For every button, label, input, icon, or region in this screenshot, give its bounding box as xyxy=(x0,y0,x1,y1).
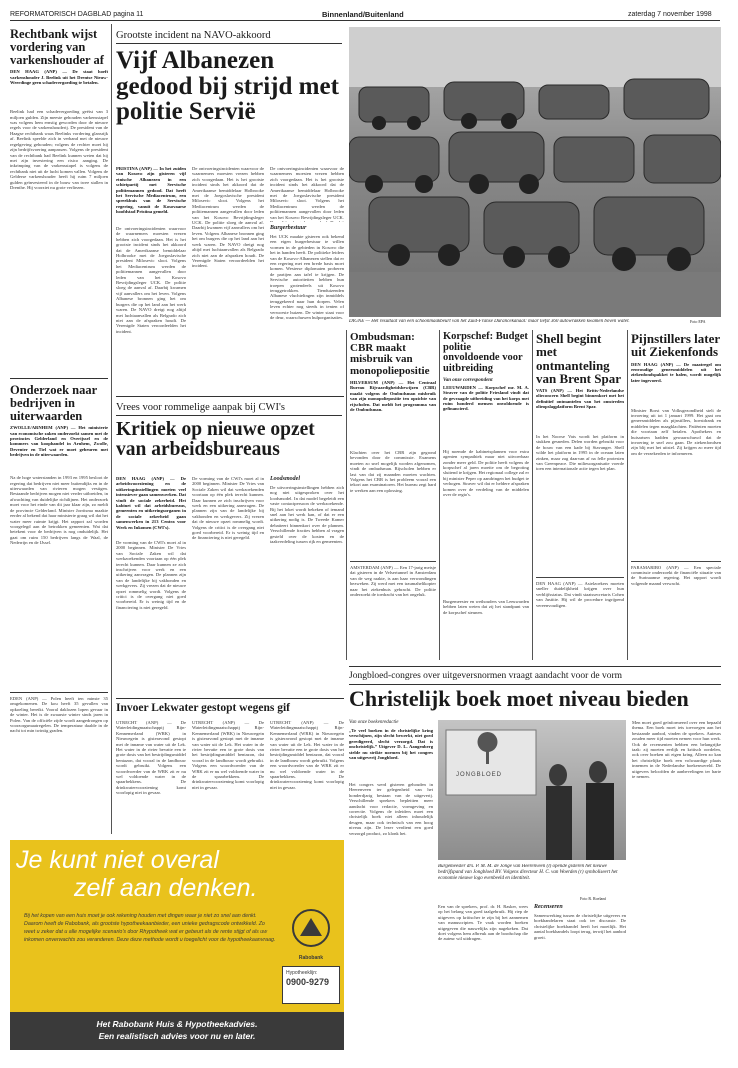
divider xyxy=(349,666,721,667)
jongbloed-body1: Het congres werd gisteren gehouden in Heerenveen ter gelegenheid van het honderdjarig bestaan van de uitgeverij. Verschillende sprekers bepleitten meer aandacht voor redactie, vormgeving en correctie. Volgens de inleiders moet een christelijk boek niet alleen inhoudelijk deugen, maar ook technisch van een hoog niveau zijn. De lezer verdient een goed verzorgd product, zo klonk het. xyxy=(349,782,433,836)
header-date: zaterdag 7 november 1998 xyxy=(628,11,712,18)
jongbloed-sign: JONGBLOED xyxy=(456,772,503,778)
ad-footer-line2: Een realistisch advies voor nu en later. xyxy=(98,1031,256,1041)
jongbloed-subhead: Recenseren xyxy=(534,904,563,910)
brief: Burgemeester en wethouders van Leeuwarden hebben laten weten dat zij het standpunt van de korpschef steunen. xyxy=(443,598,529,615)
lekwater-body: UTRECHT (ANP) — De Waterleidingmaatschappij Rijn-Kennemerland (WRK) in Nieuwegein is gisteravond gestopt met de inname van water uit de Lek. Het water in de rivier bevatte een te grote dosis van het bestrijdingsmiddel bentazon, dat vooral in de landbouw wordt gebruikt. Volgens een woordvoerder van de WRK zit er nu wel voldoende water in de spaarbekkens. De drinkwatervoorziening komt voorlopig niet in gevaar. xyxy=(116,720,186,796)
brief: DEN HAAG (ANP) — Asielzoekers moeten sneller duidelijkheid krijgen over hun verblijfsstatus. Dat vindt staatssecretaris Cohen van Justitie. Hij wil de procedure ingrijpend vereenvoudigen. xyxy=(536,581,624,608)
article-uiterwaarden xyxy=(10,384,108,665)
column-rule xyxy=(346,330,347,660)
divider xyxy=(10,692,108,693)
cwi-body1: De vorming van de CWI's moet al in 2000 beginnen. Minister De Vries van Sociale Zaken wil dat werkzoekenden voortaan op één plek terecht kunnen. Daar kunnen ze zich inschrijven voor werk en een uitkering aanvragen. De plannen zijn van de landelijke bij vakbonden en werkgevers. Zij vrezen dat de nieuwe opzet rommelig wordt. Volgens de critici is de overgang niet goed voorbereid. Er is weinig tijd en de financiering is niet geregeld. xyxy=(116,540,186,610)
article-shell xyxy=(536,332,624,661)
ad-brand: Rabobank xyxy=(298,955,324,961)
byline: Van onze correspondent xyxy=(443,377,493,383)
body: In het Noorse Vats wordt het platform in stukken gesneden. Delen worden gebruikt voor de bouw van een kade bij Stavanger. Shell wilde het platform in 1995 in de oceaan laten zinken, maar zag daarvan af na felle protesten van Greenpeace. Die milieuorganisatie voerde toen een internationale actie tegen het plan. xyxy=(536,434,624,472)
header-section: Binnenland/Buitenland xyxy=(322,10,404,19)
divider xyxy=(116,43,342,44)
cwi-body2: De uitvoeringsinstellingen hebben zich nog niet uitgesproken over het loodsmodel. In dat model begeleidt een vaste contactpersoon de werkzoekende. Bij het loket wordt bekeken of iemand snel aan het werk kan, of dat er een uitkering nodig is. De Tweede Kamer debatteert binnenkort over de plannen. Verschillende fracties hebben al vragen gesteld over de kosten en de taakverdeling tussen rijk en gemeenten. xyxy=(270,485,344,545)
headline: Korpschef: Budget politie onvoldoende voor uitbreiding xyxy=(443,331,528,375)
ad-body: Bij het kopen van een huis moet je ook rekening houden met dingen waar je niet zo snel aan denkt. Daarom heeft de Rabobank, als grootste hypotheekaanbieder, een unieke gedragscode ontwikkeld. Zo weet u zeker dat u alle mogelijke scenario's door Rhypotheek wat er gebeurt als de rente stijgt of als uw inkomen onverwachts zou veranderen. Deze deze methode wordt u toegelicht voor de hypotheekaanvraag. xyxy=(24,913,276,943)
rabobank-ad xyxy=(10,840,344,1050)
cwi-body1-cont: De vorming van de CWI's moet al in 2000 beginnen. Minister De Vries van Sociale Zaken wil dat werkzoekenden voortaan op één plek terecht kunnen. Daar kunnen ze zich inschrijven voor werk en een uitkering aanvragen. De plannen zijn van de landelijke bij vakbonden en werkgevers. Zij vrezen dat de nieuwe opzet rommelig wordt. Volgens de critici is de overgang niet goed voorbereid. Er is weinig tijd en de financiering is niet geregeld. xyxy=(192,476,264,541)
body: Minister Borst van Volksgezondheid stelt de invoering uit tot 1 januari 1999. Het gaat om geneesmiddelen als pijnstillers, hoestdrank en middelen tegen maagklachten. Patiënten moeten die voortaan zelf betalen. Apothekers en huisartsen hadden gewaarschuwd dat de invoering te snel zou gaan. De ziekenfondsen zijn blij met het uitstel. Zij krijgen zo meer tijd om de verzekerden te informeren. xyxy=(631,407,721,456)
nato-headline: Vijf Albanezen gedood bij strijd met politie Servië xyxy=(116,47,339,125)
cwi-kicker: Vrees voor rommelige aanpak bij CWI's xyxy=(116,402,285,413)
lead: ZWOLLE/ARNHEM (ANP) — Het ministerie van economische zaken onderzoekt samen met de provincies Gelderland en Overijssel en de kommers van koophandel in Arnhem, Zwolle, Deventer en Tiel wat er moet gebeuren met bedrijven in de uiterwaarden. xyxy=(10,425,108,458)
headline: Onderzoek naar bedrijven in uiterwaarden xyxy=(10,383,97,423)
body: Beelink had een schadevergoeding geëist van 3 miljoen gulden. Zijn meeste gehouden varkensstapel was volgens hem ernstig geworden door de nieuwe regels voor de varkenshouderij. De president van de Haagse rechtbank waas Beelinks vordering glansrijk af. Beelink speelde zich in verband met de nieuwe regelgeving gehouden; volgens de rechter moet hij zijn bedrijfsvoering aanpassen. Volgens de president van de rechtbank had Beelink kunnen weten dat hij met zijn investering een risico aanging. De inkrimping van de varkensstapel is volgens de rechtbank niet uit de lucht komen vallen. Volgens de Gelderse varkenshouder heeft hij ruim 7 miljoen gulden geïnvesteerd in de bouw van twee stallen in Drenthe. Hij voorziet nu grote verliezen. xyxy=(10,109,108,190)
column-rule xyxy=(439,330,440,660)
divider xyxy=(536,577,624,578)
jongbloed-lead: „Te veel boeken in de christelijke kring verschijnen, zijn slecht bewerkt, niet goed geredigeerd, slecht verzorgd. Dat is onchristelijk.” Uitgever D. L. Aangenberg stelde nu strikte normen bij het congres van uitgeverij Jongbloed. xyxy=(349,728,433,761)
ad-phone: 0900-9279 xyxy=(286,977,330,987)
article-rechtbank xyxy=(10,28,108,389)
column-rule xyxy=(532,330,533,660)
lead: LEEUWARDEN — Korpschef mr. M. A. Straver van de politie Friesland vindt dat de gevraagde uitbreiding van het korps met ruim honderd mensen onvoldoende is gefinancierd. xyxy=(443,384,529,412)
header-left: REFORMATORISCH DAGBLAD pagina 11 xyxy=(10,11,144,18)
divider xyxy=(116,415,342,416)
brief: AMSTERDAM (ANP) — Een 17-jarig meisje dat gisteren in de Velsertunnel in Amsterdam van de weg raakte, is aan haar verwondingen bezweken. Zij werd met een traumahelikopter naar het ziekenhuis gebracht. De politie onderzoekt de toedracht van het ongeluk. xyxy=(350,564,436,597)
brief: PARAMARIBO (ANP) — Een speciale commissie onderzoekt de financiële situatie van de Surinaamse regering. Het rapport wordt volgende maand verwacht. xyxy=(631,564,721,586)
lead: DEN HAAG (ANP) — De maatregel om eenvoudige geneesmiddelen uit het ziekenfondspakket te halen, wordt mogelijk later ingevoerd. xyxy=(631,361,721,383)
jongbloed-body4: Men moet goed geïnformeerd over een bepaald thema. Een boek moet iets toevoegen aan het bestaande aanbod, vinden de sprekers. Auteurs zouden meer tijd moeten nemen voor hun werk. Ook de recensenten hebben een belangrijke taak: zij moeten eerlijk en kritisch oordelen, ook over boeken uit eigen kring. Alleen zo kan het christelijke boek een volwaardige plaats innemen in de Nederlandse boekenwereld. De uitgevers beloofden de aanbevelingen ter harte te nemen. xyxy=(632,720,721,780)
column-rule xyxy=(111,24,112,834)
divider xyxy=(631,561,721,562)
lekwater-headline: Invoer Lekwater gestopt wegens gif xyxy=(116,702,290,714)
ad-headline-1: Je kunt niet overal xyxy=(16,846,219,874)
nato-body2: Het UCK maakte gisteren ook bekend een eigen burgerbestuur te willen vormen in de gebieden in Kosovo die het in handen heeft. De politieke leiders van de Kosovo-Albanezen stellen dat er een regering met een brede basis moet komen. Westerse diplomaten proberen de partijen aan tafel te krijgen. De Servische autoriteiten hebben hun troepen grotendeels uit Kosovo teruggetrokken. Tienduizenden Albanese vluchtelingen zijn inmiddels teruggekeerd naar hun dorpen. Velen leven echter nog steeds in tenten of verwoeste huizen. De winter staat voor de deur, waarschuwen hulporganisaties. xyxy=(270,234,344,321)
divider xyxy=(116,698,344,699)
nato-kicker: Grootste incident na NAVO-akkoord xyxy=(116,30,271,41)
headline: Shell begint met ontmanteling van Brent Spar xyxy=(536,331,621,386)
ad-phone-label: Hypotheeklijn: xyxy=(286,970,318,976)
header-rule xyxy=(10,20,720,21)
jongbloed-kicker: Jongbloed-congres over uitgeversnormen vraagt aandacht voor de vorm xyxy=(349,671,623,681)
lekwater-body-cont2: UTRECHT (ANP) — De Waterleidingmaatschappij Rijn-Kennemerland (WRK) in Nieuwegein is gisteravond gestopt met de inname van water uit de Lek. Het water in de rivier bevatte een te grote dosis van het bestrijdingsmiddel bentazon, dat vooral in de landbouw wordt gebruikt. Volgens een woordvoerder van de WRK zit er nu wel voldoende water in de spaarbekkens. De drinkwatervoorziening komt voorlopig niet in gevaar. xyxy=(270,720,344,790)
jongbloed-body3: Samenwerking tussen de christelijke uitgevers en boekhandelaren staat ook ter discussie. De christelijke boekhandel heeft het moeilijk. Het aantal boekhandels loopt terug, terwijl het aanbod groeit. xyxy=(534,913,626,940)
rabobank-logo xyxy=(286,906,336,961)
headline: Pijnstillers later uit Ziekenfonds xyxy=(631,331,720,360)
jongbloed-photo xyxy=(438,720,626,860)
nato-lead: PRISTINA (ANP) — In het zuiden van Kosovo zijn gisteren vijf etnische Albanezen in een schietpartij met Servische politiemannen gedood. Dat heeft het Servische Mediacentrum, een spreekbuis van de Servische regering, vanuit de Kosovaarse hoofdstad Pristina gemeld. xyxy=(116,166,186,215)
lead: DEN HAAG (ANP) — De staat hoeft varkenshouder J. Beelink uit het Drentse Nieuw-Weerdinge geen schadevergoeding te betalen. xyxy=(10,69,108,86)
headline: Rechtbank wijst vordering van varkenshouder af xyxy=(10,27,104,67)
divider xyxy=(350,561,436,562)
cwi-lead: DEN HAAG (ANP) — De arbeidsvoorziening en de uitkeringsinstellingen moeten veel intensiever gaan samenwerken. Dat vindt de sociale zekerheid. Het kabinet wil dat arbeidsbureaus, gemeenten en uitkeringsorganen in de sociale zekerheid gaan samenwerken in 213 Centra voor Werk en Inkomen (CWI's). xyxy=(116,476,186,530)
lead: VATS (ANP) — Het Britts-Nederlandse olieconcern Shell begint binnenkort met het definitief ontmantelen van het omstreden olieopslagplatform Brent Spar. xyxy=(536,388,624,410)
column-rule xyxy=(627,330,628,660)
jongbloed-byline: Van onze boekenredactie xyxy=(349,720,399,725)
car-wrecks-photo xyxy=(349,27,721,317)
photo-credit: Foto EPA xyxy=(690,319,706,324)
nato-body1: De ontvoeringsincidenten waarvoor de waarnemers moesten vrezen hebben zich voorgedaan. Het is het grootste incident sinds het akkoord dat de Amerikaanse bemiddelaar Holbrooke met de Joegoslavische president Milosevic sloot. Volgens het Mediacentrum werden de politiemannen aangevallen door leden van het Kosovo Bevrijdingsleger UCK. De politie sloeg de aanval af. Daarbij kwamen vijf aanvallers om het leven. Volgens Albanese bronnen ging het om burgers die op het land aan het werk waren. De NAVO dreigt nog altijd met luchtaanvallen als Belgrado zich niet aan de afspraken houdt. De Verenigde Staten veroordeelden het incident. xyxy=(116,226,186,334)
jongbloed-headline: Christelijk boek moet niveau bieden xyxy=(349,686,689,711)
article-korpschef xyxy=(443,332,529,649)
lekwater-body-cont: UTRECHT (ANP) — De Waterleidingmaatschappij Rijn-Kennemerland (WRK) in Nieuwegein is gisteravond gestopt met de inname van water uit de Lek. Het water in de rivier bevatte een te grote dosis van het bestrijdingsmiddel bentazon, dat vooral in de landbouw wordt gebruikt. Volgens een woordvoerder van de WRK zit er nu wel voldoende water in de spaarbekkens. De drinkwatervoorziening komt voorlopig niet in gevaar. xyxy=(192,720,264,790)
jongbloed-credit: Foto R. Roeland xyxy=(580,896,607,901)
photo-caption: DIGNE — Het resultaat van een schoonmaakbeurt van het Zuid-Franse Durancekanaal: maar liefst 360 autowrakken kwamen boven water. xyxy=(349,319,630,324)
nato-body1-cont2: De ontvoeringsincidenten waarvoor de waarnemers moesten vrezen hebben zich voorgedaan. Het is het grootste incident sinds het akkoord dat de Amerikaanse bemiddelaar Holbrooke met de Joegoslavische president Milosevic sloot. Volgens het Mediacentrum werden de politiemannen aangevallen door leden van het Kosovo Bevrijdingsleger UCK. xyxy=(270,166,344,220)
ad-footer-line1: Het Rabobank Huis & Hypotheekadvies. xyxy=(96,1019,258,1029)
body: Klachten over het CBR zijn gegrond bevonden door de commissie. Examens moeten zo snel mogelijk worden afgenomen, vindt de ombudsman. Rijscholen hebben er last van dat zij maanden moeten wachten. Volgens het CBR is het probleem vooral een tekort aan examinatoren. Het bureau zegt hard te werken aan een oplossing. xyxy=(350,449,436,493)
jongbloed-caption: Burgemeester drs. P. M. M. de Jonge van Heerenveen (l) opende gisteren het nieuwe bedrijfspand van Jongbloed BV. Volgens directeur H. C. van Woerden (r) symboliseert het economie nieuwe logo evenbeeld en identiteit. xyxy=(438,864,618,881)
ad-phone-box xyxy=(282,966,340,1004)
ad-footer xyxy=(10,1012,344,1050)
divider xyxy=(10,378,108,379)
headline: Ombudsman: CBR maakt misbruik van monopoliepositie xyxy=(350,331,430,377)
brief-eden: EDEN (ANP) — Polen heeft ten minste 35 omgekomenen. De kou heeft 35 gevallen van opkoeling bereikt. Vooral daklozen lopen gevaar in de winter. Het is de zwaarste winter sinds jaren in Polen. Van de officiële zijde wordt aangedrongen op voorzorgsmaatregelen. De temperatuur daalde in de nacht tot min twintig graden. xyxy=(10,696,108,734)
article-cbr xyxy=(350,332,436,655)
nato-body1-cont: De ontvoeringsincidenten waarvoor de waarnemers moesten vrezen hebben zich voorgedaan. Het is het grootste incident sinds het akkoord dat de Amerikaanse bemiddelaar Holbrooke met de Joegoslavische president Milosevic sloot. Volgens het Mediacentrum werden de politiemannen aangevallen door leden van het Kosovo Bevrijdingsleger UCK. De politie sloeg de aanval af. Daarbij kwamen vijf aanvallers om het leven. Volgens Albanese bronnen ging het om burgers die op het land aan het werk waren. De NAVO dreigt nog altijd met luchtaanvallen als Belgrado zich niet aan de afspraken houdt. De Verenigde Staten veroordeelden het incident. xyxy=(192,166,264,269)
divider xyxy=(116,396,344,397)
cwi-headline: Kritiek op nieuwe opzet van arbeidsbureaus xyxy=(116,419,315,460)
cwi-subhead: Loodsmodel xyxy=(270,476,300,482)
jongbloed-body2: Een van de sprekers, prof. dr. H. Rasker, wees op het belang van goed taalgebruik. Hij riep de uitgevers op kritischer te zijn bij het aannemen van manuscripten. Te vaak worden boeken uitgegeven die nauwelijks zijn nagekeken. Dat doet volgens hem afbreuk aan de boodschap die de auteur wil uitdragen. xyxy=(438,904,528,942)
divider xyxy=(349,684,721,685)
ad-headline-2: zelf aan denken. xyxy=(74,874,258,902)
body: Na de hoge waterstanden in 1993 en 1995 besloot de regering dat bedrijven niet meer buitendijks en in de uiterwaarden van rivieren mogen vestigen. Bestaande bedrijven mogen niet verder uitbreiden, in afwachting van duidelijke richtlijnen. Het onderzoek moet voor het einde van dit jaar klaar zijn, zo meldt de provincie Gelderland. Minister Jorritsma maakte eerder al bekend dat haar ministerie graag wil dat het water meer ruimte krijgt. Het rapport zal worden voorgelegd aan de betrokken gemeenten. Wat dat betekent voor de bedrijven is nog onduidelijk. Het gaat om ruim 150 bedrijven langs de Waal, de Nederrijn en de IJssel. xyxy=(10,475,108,546)
nato-subhead: Burgerbestuur xyxy=(270,225,307,231)
body: Hij noemde de kabinetsplannen voor extra agenten sympathiek maar niet uitvoerbaar zonder meer geld. De politie heeft volgens de korpschef al jaren moeite om de begroting sluitend te krijgen. Het regionaal college zal er bij minister Peper op aandringen het budget te verhogen. Straver wil dat er heldere afspraken komen over de verdeling van de middelen over de regio's. xyxy=(443,448,529,498)
lead: HILVERSUM (ANP) — Het Centraal Bureau Rijvaardigheidsbewijzen (CBR) maakt volgens de Ombudsman misbruik van zijn monopoliepositie ten opzichte van rijscholen. Dat meldt het programma van de Ombudsman. xyxy=(350,379,436,412)
article-pijnstillers xyxy=(631,332,721,635)
